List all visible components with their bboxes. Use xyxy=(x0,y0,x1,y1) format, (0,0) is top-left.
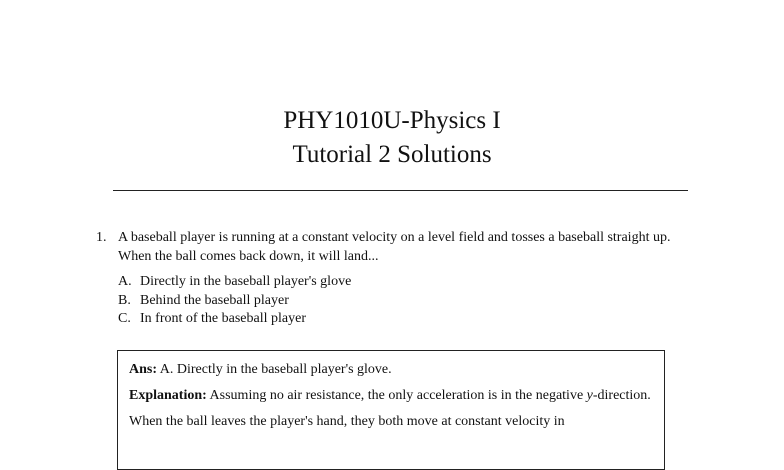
option-letter: B. xyxy=(118,292,131,308)
explanation-text: Assuming no air resistance, the only acceleration is in the negative xyxy=(209,388,584,403)
answer-box xyxy=(117,350,665,470)
answer-line xyxy=(129,360,653,379)
course-title: PHY1010U-Physics I xyxy=(283,107,501,134)
explanation-paragraph xyxy=(129,386,653,405)
question-text: A baseball player is running at a constant velocity on a level field and tosses a baseball straight up. When the ball comes back down, it will land... xyxy=(118,230,671,264)
options-list xyxy=(118,273,676,329)
answer-label: Ans: xyxy=(129,362,158,377)
explanation-label: Explanation: xyxy=(129,388,207,403)
option-b xyxy=(118,292,676,311)
answer-text: A. Directly in the baseball player's glove. xyxy=(159,362,392,377)
explanation-text-tail: -direction. xyxy=(592,388,651,403)
continuation-paragraph: When the ball leaves the player's hand, they both move at constant velocity in xyxy=(129,414,565,429)
option-letter: A. xyxy=(118,274,132,289)
option-a xyxy=(118,273,676,292)
title-block xyxy=(0,104,784,172)
option-text: Behind the baseball player xyxy=(140,292,289,308)
option-c xyxy=(118,310,676,329)
question-number: 1. xyxy=(96,230,107,245)
explanation-variable: y xyxy=(586,388,593,403)
question-1 xyxy=(96,228,676,329)
tutorial-title: Tutorial 2 Solutions xyxy=(292,141,492,168)
option-text: In front of the baseball player xyxy=(140,311,306,326)
option-letter: C. xyxy=(118,311,131,326)
option-text: Directly in the baseball player's glove xyxy=(140,274,352,289)
horizontal-rule xyxy=(113,190,688,191)
